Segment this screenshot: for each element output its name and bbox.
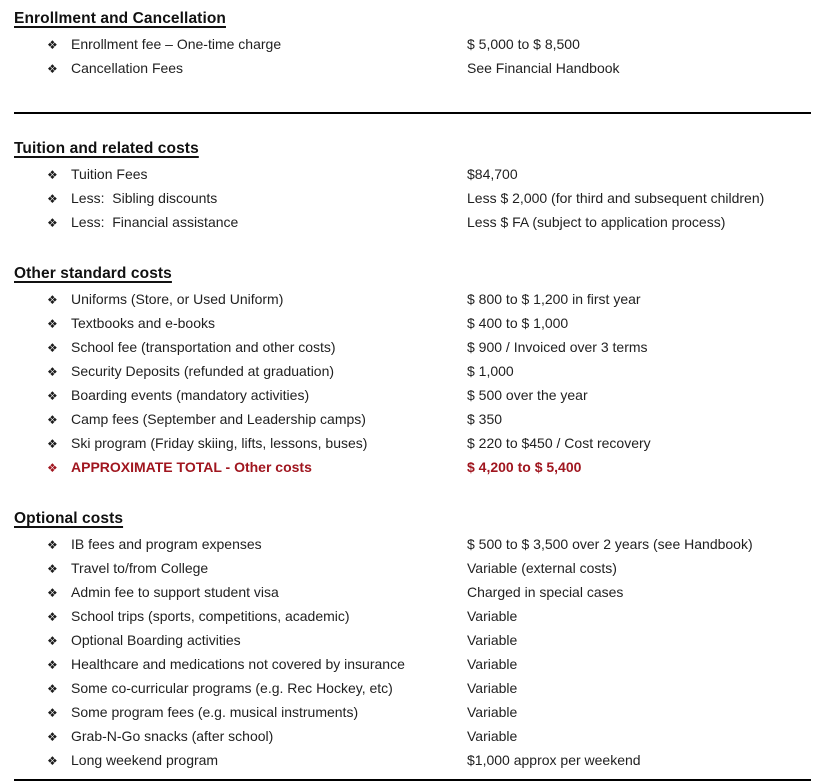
fee-item-value: Variable (external costs) xyxy=(467,560,617,576)
fee-item-label: IB fees and program expenses xyxy=(71,536,262,552)
fee-section xyxy=(14,8,811,81)
fee-item-value: $1,000 approx per weekend xyxy=(467,752,641,768)
fee-item-value: $ 400 to $ 1,000 xyxy=(467,315,569,331)
fee-item-label: Optional Boarding activities xyxy=(71,632,241,648)
diamond-bullet-icon: ❖ xyxy=(47,62,58,76)
section-heading: Optional costs xyxy=(14,510,124,527)
section-rows xyxy=(14,33,811,81)
fee-item-label: School fee (transportation and other costs) xyxy=(71,339,336,355)
diamond-bullet-icon: ❖ xyxy=(47,658,58,672)
fee-item-value: $ 220 to $450 / Cost recovery xyxy=(467,435,651,451)
fee-item-label: Security Deposits (refunded at graduation) xyxy=(71,363,335,379)
fee-item-value: Variable xyxy=(467,704,518,720)
fee-item-value: Charged in special cases xyxy=(467,584,624,600)
diamond-bullet-icon: ❖ xyxy=(47,461,58,475)
fee-item-value: $ 4,200 to $ 5,400 xyxy=(467,459,582,475)
fee-row xyxy=(14,725,811,749)
diamond-bullet-icon: ❖ xyxy=(47,610,58,624)
fee-item-value: $ 350 xyxy=(467,411,503,427)
diamond-bullet-icon: ❖ xyxy=(47,413,58,427)
fee-item-label: Long weekend program xyxy=(71,752,219,768)
fee-row xyxy=(14,384,811,408)
fee-item-label: School trips (sports, competitions, academic) xyxy=(71,608,350,624)
fee-item-label: Textbooks and e-books xyxy=(71,315,215,331)
fee-item-label: Tuition Fees xyxy=(71,166,148,182)
fee-item-label: Ski program (Friday skiing, lifts, lessons, buses) xyxy=(71,435,368,451)
fee-row xyxy=(14,677,811,701)
fee-item-label: Cancellation Fees xyxy=(71,60,184,76)
fee-row xyxy=(14,336,811,360)
fee-item-label: Less: Sibling discounts xyxy=(71,190,218,206)
section-divider xyxy=(14,112,811,114)
diamond-bullet-icon: ❖ xyxy=(47,38,58,52)
fee-item-value: Variable xyxy=(467,728,518,744)
fee-row xyxy=(14,701,811,725)
fee-item-value: Variable xyxy=(467,608,518,624)
diamond-bullet-icon: ❖ xyxy=(47,562,58,576)
diamond-bullet-icon: ❖ xyxy=(47,437,58,451)
fee-item-value: $ 500 to $ 3,500 over 2 years (see Handbook) xyxy=(467,536,753,552)
fee-item-value: $ 1,000 xyxy=(467,363,514,379)
fee-row xyxy=(14,749,811,773)
diamond-bullet-icon: ❖ xyxy=(47,586,58,600)
fee-item-label: Some co-curricular programs (e.g. Rec Hockey, etc) xyxy=(71,680,393,696)
fee-item-value: $ 800 to $ 1,200 in first year xyxy=(467,291,641,307)
fee-row xyxy=(14,432,811,456)
diamond-bullet-icon: ❖ xyxy=(47,389,58,403)
fee-row xyxy=(14,312,811,336)
fee-item-label: Enrollment fee – One-time charge xyxy=(71,36,282,52)
fee-item-value: Variable xyxy=(467,632,518,648)
fee-section xyxy=(14,508,811,773)
fee-row xyxy=(14,605,811,629)
diamond-bullet-icon: ❖ xyxy=(47,365,58,379)
fee-row xyxy=(14,288,811,312)
fee-item-label: Healthcare and medications not covered by insurance xyxy=(71,656,405,672)
fee-row xyxy=(14,581,811,605)
diamond-bullet-icon: ❖ xyxy=(47,317,58,331)
fee-row xyxy=(14,533,811,557)
diamond-bullet-icon: ❖ xyxy=(47,682,58,696)
fee-section xyxy=(14,138,811,235)
fee-row xyxy=(14,360,811,384)
fee-row xyxy=(14,456,811,480)
diamond-bullet-icon: ❖ xyxy=(47,754,58,768)
section-heading: Enrollment and Cancellation xyxy=(14,10,226,27)
section-heading: Tuition and related costs xyxy=(14,140,199,157)
fee-item-label: Boarding events (mandatory activities) xyxy=(71,387,310,403)
fee-row xyxy=(14,33,811,57)
fee-item-value: Variable xyxy=(467,656,518,672)
fee-item-label: Grab-N-Go snacks (after school) xyxy=(71,728,274,744)
fee-row xyxy=(14,57,811,81)
fee-item-label: APPROXIMATE TOTAL - Other costs xyxy=(71,459,312,475)
fee-item-value: $ 500 over the year xyxy=(467,387,588,403)
diamond-bullet-icon: ❖ xyxy=(47,706,58,720)
fee-item-value: $ 900 / Invoiced over 3 terms xyxy=(467,339,648,355)
fee-row xyxy=(14,653,811,677)
diamond-bullet-icon: ❖ xyxy=(47,192,58,206)
section-heading: Other standard costs xyxy=(14,265,172,282)
section-rows xyxy=(14,288,811,480)
fee-item-label: Uniforms (Store, or Used Uniform) xyxy=(71,291,284,307)
fee-item-value: Less $ FA (subject to application process) xyxy=(467,214,726,230)
diamond-bullet-icon: ❖ xyxy=(47,293,58,307)
fee-item-label: Travel to/from College xyxy=(71,560,209,576)
section-rows xyxy=(14,163,811,235)
fee-row xyxy=(14,629,811,653)
diamond-bullet-icon: ❖ xyxy=(47,341,58,355)
fee-item-value: $84,700 xyxy=(467,166,518,182)
fee-row xyxy=(14,211,811,235)
fee-row xyxy=(14,187,811,211)
fee-row xyxy=(14,163,811,187)
diamond-bullet-icon: ❖ xyxy=(47,168,58,182)
diamond-bullet-icon: ❖ xyxy=(47,634,58,648)
fee-item-value: See Financial Handbook xyxy=(467,60,620,76)
fee-item-label: Camp fees (September and Leadership camps) xyxy=(71,411,366,427)
fee-item-label: Some program fees (e.g. musical instruments) xyxy=(71,704,359,720)
diamond-bullet-icon: ❖ xyxy=(47,730,58,744)
diamond-bullet-icon: ❖ xyxy=(47,216,58,230)
fee-item-label: Less: Financial assistance xyxy=(71,214,239,230)
section-rows xyxy=(14,533,811,773)
fee-item-label: Admin fee to support student visa xyxy=(71,584,279,600)
fee-item-value: Variable xyxy=(467,680,518,696)
fee-item-value: $ 5,000 to $ 8,500 xyxy=(467,36,580,52)
fee-row xyxy=(14,408,811,432)
fee-row xyxy=(14,557,811,581)
diamond-bullet-icon: ❖ xyxy=(47,538,58,552)
fee-item-value: Less $ 2,000 (for third and subsequent children) xyxy=(467,190,765,206)
fee-section xyxy=(14,263,811,480)
